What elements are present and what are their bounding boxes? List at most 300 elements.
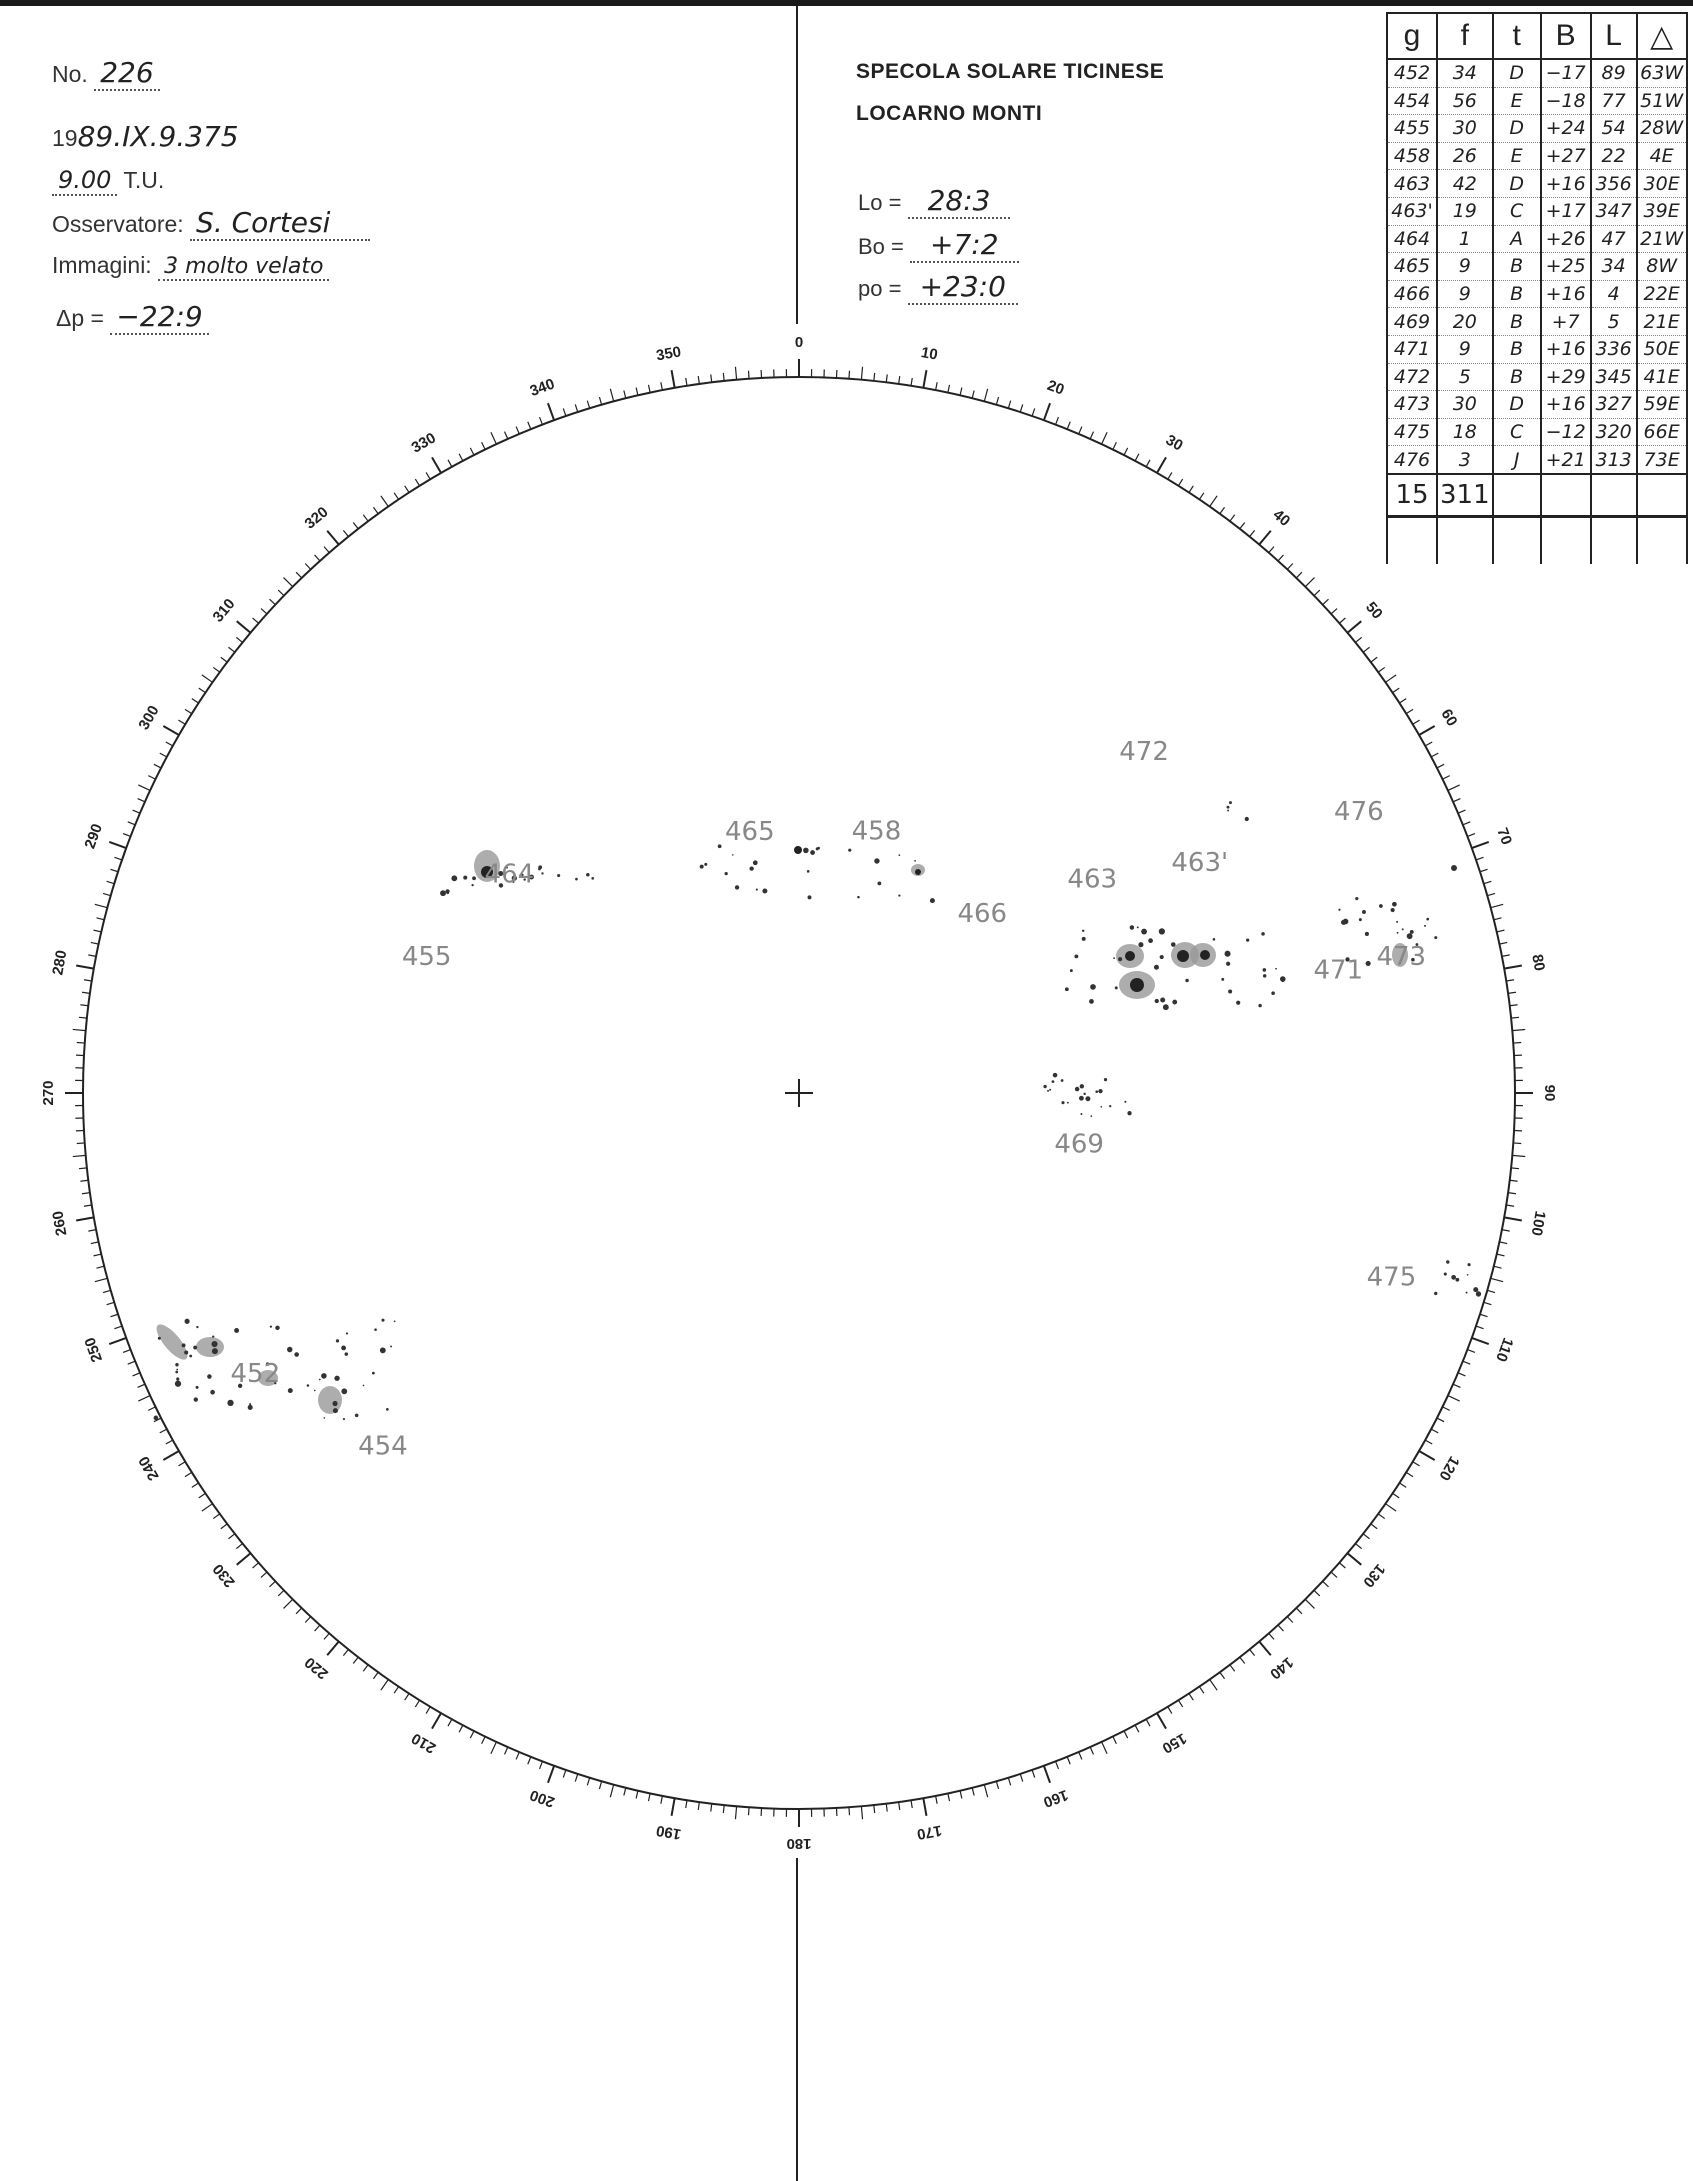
- sunspot: [1080, 1113, 1082, 1115]
- cell-f: 30: [1437, 115, 1493, 143]
- sunspot: [1047, 1090, 1049, 1092]
- scale-tick: [936, 1796, 938, 1804]
- scale-tick: [353, 1657, 358, 1663]
- sunspot: [1061, 1079, 1064, 1082]
- scale-tick: [587, 1778, 589, 1786]
- cell-f: 9: [1437, 280, 1493, 308]
- sunspot: [1052, 1080, 1055, 1083]
- scale-tick: [587, 401, 589, 409]
- scale-tick: [1113, 442, 1117, 449]
- sunspot: [1065, 987, 1069, 991]
- date-prefix: 19: [52, 125, 78, 151]
- sunspot: [332, 1401, 337, 1406]
- scale-label: 150: [1159, 1729, 1190, 1757]
- scale-tick: [253, 618, 259, 623]
- scale-tick: [1510, 1005, 1518, 1006]
- scale-tick: [1487, 893, 1495, 895]
- sunspot: [1451, 865, 1457, 871]
- scale-label: 100: [1527, 1209, 1549, 1238]
- sunspot: [248, 1405, 253, 1410]
- scale-tick: [79, 1017, 87, 1018]
- scale-tick: [1431, 753, 1438, 757]
- sunspot: [1426, 918, 1429, 921]
- scale-tick: [972, 391, 974, 399]
- sunspot: [1130, 978, 1144, 992]
- scale-tick: [748, 371, 749, 379]
- scale-tick: [94, 1254, 102, 1256]
- sunspot: [189, 1355, 192, 1358]
- scale-tick: [1269, 1633, 1274, 1639]
- scale-tick: [936, 382, 938, 390]
- scale-tick: [1240, 522, 1245, 528]
- scale-tick: [82, 992, 90, 993]
- scale-label: 10: [919, 344, 940, 364]
- total-spots: 311: [1437, 474, 1493, 517]
- scale-tick: [1220, 507, 1225, 513]
- cell-L: 347: [1591, 197, 1637, 225]
- sunspot: [394, 1321, 396, 1323]
- sunspot: [1118, 957, 1122, 961]
- sunspot: [735, 885, 739, 889]
- scale-tick: [261, 609, 267, 614]
- sunspot: [1090, 1115, 1092, 1117]
- sunspot: [175, 1381, 181, 1387]
- sunspot: [1261, 932, 1265, 936]
- cell-f: 3: [1437, 446, 1493, 474]
- scale-label: 330: [408, 429, 439, 457]
- sunspot: [1125, 951, 1135, 961]
- scale-tick: [505, 1747, 508, 1754]
- scale-tick: [1287, 1617, 1292, 1623]
- cell-t: B: [1493, 308, 1541, 336]
- cell-B: +7: [1541, 308, 1591, 336]
- B0-value: +7:2: [910, 228, 1019, 263]
- group-label: 475: [1366, 1262, 1417, 1293]
- sunspot: [1082, 930, 1084, 932]
- scale-tick: [686, 1800, 687, 1808]
- scale-label: 320: [301, 503, 332, 533]
- sunspot: [1085, 1096, 1090, 1101]
- cell-g: 454: [1387, 87, 1437, 115]
- sunspot: [1263, 968, 1267, 972]
- cell-L: 5: [1591, 308, 1637, 336]
- cell-B: +16: [1541, 391, 1591, 419]
- scale-tick: [636, 1791, 638, 1799]
- cell-t: A: [1493, 225, 1541, 253]
- sunspot: [1391, 908, 1395, 912]
- scale-tick: [698, 376, 699, 384]
- sunspot: [753, 860, 758, 865]
- sunspot: [1061, 1101, 1064, 1104]
- scale-tick: [1497, 930, 1505, 932]
- sunspot: [446, 891, 449, 894]
- cell-f: 1: [1437, 225, 1493, 253]
- scale-tick: [1250, 530, 1255, 536]
- sunspot: [158, 1337, 161, 1340]
- sunspot: [732, 854, 734, 856]
- scale-tick: [984, 389, 987, 402]
- scale-tick: [624, 391, 626, 399]
- scale-label: 190: [654, 1821, 683, 1843]
- scale-tick: [1331, 1572, 1337, 1577]
- scale-tick: [1067, 1757, 1070, 1764]
- scale-tick: [1504, 1217, 1522, 1220]
- cell-t: C: [1493, 418, 1541, 446]
- scale-tick: [363, 515, 368, 521]
- sunspot: [1180, 951, 1182, 953]
- scale-tick: [228, 1534, 234, 1539]
- sunspot: [1083, 1093, 1085, 1095]
- scale-tick: [237, 621, 251, 633]
- scale-tick: [1513, 1143, 1521, 1144]
- scale-tick: [1278, 555, 1283, 561]
- group-label: 476: [1334, 796, 1384, 827]
- scale-tick: [1463, 822, 1470, 825]
- sunspot: [185, 1319, 190, 1324]
- group-label: 464: [484, 859, 535, 890]
- scale-tick: [394, 493, 398, 500]
- sunspot: [1246, 939, 1249, 942]
- cell-t: D: [1493, 59, 1541, 87]
- sunspot: [1434, 936, 1437, 939]
- scale-tick: [1499, 1242, 1507, 1244]
- sunspot: [381, 1319, 384, 1322]
- scale-tick: [1090, 1747, 1093, 1754]
- scale-tick: [1347, 1553, 1361, 1565]
- sunspot: [848, 849, 851, 852]
- scale-tick: [114, 1326, 122, 1329]
- sunspot: [1476, 1291, 1481, 1296]
- sunspot: [1053, 1073, 1058, 1078]
- scale-tick: [253, 1563, 259, 1568]
- scale-tick: [1008, 401, 1010, 409]
- sunspot: [1467, 1263, 1470, 1266]
- scale-tick: [491, 432, 496, 444]
- sunspot: [1446, 1260, 1449, 1263]
- scale-tick: [1314, 590, 1320, 596]
- scale-tick: [1508, 992, 1516, 993]
- L0-value: 28:3: [908, 184, 1011, 219]
- scale-tick: [1378, 667, 1384, 672]
- sunspot: [1362, 910, 1366, 914]
- cell-g: 463: [1387, 170, 1437, 198]
- cell-g: 476: [1387, 446, 1437, 474]
- scale-tick: [84, 1205, 92, 1206]
- sunspot-penumbra: [318, 1386, 342, 1414]
- scale-tick: [1339, 618, 1345, 623]
- sunspot: [176, 1369, 178, 1371]
- scale-tick: [77, 1042, 85, 1043]
- scale-tick: [1458, 810, 1465, 813]
- scale-tick: [723, 373, 724, 381]
- sunspot: [1275, 968, 1277, 970]
- scale-tick: [1323, 599, 1329, 604]
- scale-tick: [1419, 1451, 1435, 1460]
- scale-tick: [213, 1514, 219, 1519]
- col-header-L: L: [1591, 13, 1637, 59]
- sunspot: [1098, 1089, 1102, 1093]
- sunspot: [355, 1414, 359, 1418]
- sunspot: [1338, 909, 1340, 911]
- scale-tick: [735, 1806, 736, 1819]
- sunspot: [336, 1339, 339, 1342]
- col-header-delta: △: [1637, 13, 1687, 59]
- scale-tick: [1512, 1029, 1525, 1030]
- sunspot: [154, 1416, 159, 1421]
- scale-tick: [110, 869, 118, 871]
- sunspot: [749, 866, 753, 870]
- sunspot: [538, 868, 541, 871]
- scale-tick: [160, 753, 167, 757]
- scale-tick: [948, 1793, 950, 1801]
- cell-delta: 8W: [1637, 253, 1687, 281]
- scale-tick: [1230, 515, 1235, 521]
- scale-tick: [711, 1804, 712, 1812]
- sunspot: [234, 1328, 239, 1333]
- scale-tick: [1467, 1350, 1474, 1353]
- sunspot: [1130, 925, 1134, 929]
- cell-f: 9: [1437, 253, 1493, 281]
- sunspot: [1355, 897, 1358, 900]
- scale-tick: [1487, 1290, 1495, 1292]
- scale-tick: [1502, 955, 1510, 957]
- sunspot: [270, 1326, 272, 1328]
- scale-tick: [185, 709, 192, 713]
- scale-tick: [82, 1193, 90, 1194]
- scale-tick: [459, 1725, 463, 1732]
- scale-tick: [1378, 1514, 1384, 1519]
- cell-L: 47: [1591, 225, 1637, 253]
- scale-label: 260: [49, 1209, 71, 1238]
- scale-tick: [1506, 980, 1514, 981]
- scale-tick: [110, 1314, 118, 1316]
- scale-tick: [166, 742, 173, 746]
- scale-tick: [1210, 1680, 1217, 1691]
- scale-tick: [1480, 869, 1488, 871]
- cell-L: 320: [1591, 418, 1637, 446]
- scale-tick: [874, 1805, 875, 1813]
- sunspot: [1095, 1090, 1098, 1093]
- sunspot-groups: [152, 801, 1481, 1420]
- scale-tick: [261, 1572, 267, 1577]
- scale-tick: [1476, 1326, 1484, 1329]
- scale-tick: [1491, 904, 1504, 907]
- sunspot: [1444, 1272, 1447, 1275]
- scale-tick: [426, 472, 430, 479]
- sunspot: [374, 1328, 377, 1331]
- cell-B: +16: [1541, 170, 1591, 198]
- scale-tick: [1056, 1761, 1059, 1768]
- scale-tick: [1399, 699, 1406, 703]
- scale-tick: [648, 385, 650, 393]
- sunspot: [1366, 961, 1371, 966]
- scale-tick: [672, 370, 675, 388]
- cell-B: +16: [1541, 280, 1591, 308]
- scale-tick: [1146, 1719, 1150, 1726]
- sunspot: [1402, 928, 1404, 930]
- sunspot: [343, 1418, 345, 1420]
- sunspot: [324, 1417, 326, 1419]
- scale-tick: [528, 1757, 531, 1764]
- sunspot: [333, 1408, 338, 1413]
- scale-tick: [284, 578, 293, 587]
- scale-tick: [154, 764, 161, 768]
- scale-tick: [996, 397, 998, 405]
- scale-tick: [381, 1680, 388, 1691]
- sunspot: [1104, 1078, 1107, 1081]
- sunspot: [1473, 1287, 1478, 1292]
- scale-tick: [505, 432, 508, 439]
- scale-tick: [1371, 657, 1377, 662]
- scale-tick: [88, 955, 96, 957]
- sunspot: [1113, 957, 1115, 959]
- scale-tick: [960, 1791, 962, 1799]
- sunspot: [334, 1376, 339, 1381]
- sunspot: [1451, 1275, 1456, 1280]
- scale-tick: [923, 1798, 926, 1816]
- scale-tick: [482, 1737, 486, 1744]
- scale-tick: [1399, 1483, 1406, 1487]
- scale-tick: [107, 1302, 115, 1304]
- cell-delta: 51W: [1637, 87, 1687, 115]
- scale-tick: [1331, 609, 1337, 614]
- scale-tick: [1425, 742, 1432, 746]
- scale-label: 250: [81, 1335, 106, 1365]
- scale-tick: [128, 1361, 135, 1364]
- scale-tick: [1124, 448, 1128, 455]
- scale-tick: [1178, 479, 1182, 486]
- disk-center-cross: [785, 1079, 813, 1107]
- scale-tick: [1102, 1742, 1107, 1754]
- scale-label: 40: [1269, 506, 1294, 530]
- scale-tick: [1502, 1230, 1510, 1232]
- sunspot: [1392, 902, 1397, 907]
- sunspot: [1236, 1001, 1240, 1005]
- scale-tick: [1113, 1737, 1117, 1744]
- scale-tick: [213, 667, 219, 672]
- scale-tick: [95, 1278, 108, 1281]
- sunspot: [212, 1335, 214, 1337]
- sunspot: [1213, 938, 1216, 941]
- total-groups: 15: [1387, 474, 1437, 517]
- cell-t: D: [1493, 115, 1541, 143]
- scale-tick: [1494, 918, 1502, 920]
- scale-tick: [1443, 1407, 1450, 1411]
- sunspot: [914, 860, 916, 862]
- cell-delta: 50E: [1637, 335, 1687, 363]
- scale-tick: [163, 1451, 179, 1460]
- observer-label: Osservatore:: [52, 211, 184, 237]
- P0-label: po =: [858, 276, 902, 301]
- scale-tick: [432, 1713, 441, 1729]
- sunspot: [346, 1332, 348, 1334]
- sunspot: [1365, 932, 1369, 936]
- sunspot: [816, 847, 819, 850]
- scale-label: 300: [135, 702, 163, 733]
- scale-tick: [1314, 1590, 1320, 1596]
- sunspot: [472, 876, 476, 880]
- scale-tick: [133, 810, 140, 813]
- scale-tick: [236, 1544, 242, 1549]
- sunspot: [1282, 980, 1284, 982]
- scale-tick: [138, 785, 150, 790]
- sunspot: [380, 1347, 386, 1353]
- sunspot: [1154, 965, 1159, 970]
- cell-delta: 22E: [1637, 280, 1687, 308]
- sunspot: [1160, 955, 1164, 959]
- scale-tick: [1510, 1180, 1518, 1181]
- scale-tick: [363, 1665, 368, 1671]
- scale-tick: [874, 373, 875, 381]
- sunspot: [275, 1326, 279, 1330]
- cell-L: 327: [1591, 391, 1637, 419]
- sunspot: [386, 1408, 389, 1411]
- scale-tick: [324, 547, 329, 553]
- scale-tick: [698, 1802, 699, 1810]
- cell-B: +24: [1541, 115, 1591, 143]
- sunspot: [794, 846, 802, 854]
- scale-tick: [76, 966, 94, 969]
- sunspot: [196, 1326, 198, 1328]
- sunspot: [451, 875, 457, 881]
- cell-t: B: [1493, 253, 1541, 281]
- sunspot: [807, 870, 810, 873]
- cell-f: 9: [1437, 335, 1493, 363]
- scale-tick: [1453, 1384, 1460, 1387]
- scale-label: 30: [1162, 431, 1186, 455]
- scale-tick: [1476, 857, 1484, 860]
- sunspot: [1434, 1292, 1437, 1295]
- scale-tick: [80, 1005, 88, 1006]
- group-label: 472: [1119, 736, 1169, 767]
- scale-tick: [1135, 1725, 1139, 1732]
- scale-label: 120: [1435, 1453, 1463, 1484]
- sunspot: [288, 1388, 293, 1393]
- time-unit: T.U.: [123, 167, 165, 193]
- scale-label: 180: [786, 1835, 812, 1853]
- sunspot: [1455, 1278, 1459, 1282]
- scale-tick: [563, 1770, 566, 1778]
- scale-label: 50: [1362, 598, 1386, 623]
- scale-label: 280: [49, 948, 71, 977]
- scale-tick: [343, 1649, 348, 1655]
- sunspot: [1075, 1087, 1080, 1092]
- cell-g: 466: [1387, 280, 1437, 308]
- scale-tick: [1463, 1361, 1470, 1364]
- sunspot: [1172, 1000, 1177, 1005]
- scale-tick: [1168, 472, 1172, 479]
- scale-tick: [160, 1429, 167, 1433]
- scale-tick: [648, 1793, 650, 1801]
- scale-label: 220: [301, 1653, 332, 1683]
- scale-tick: [1199, 1687, 1203, 1694]
- P0-value: +23:0: [908, 270, 1018, 305]
- sunspot: [1109, 1105, 1111, 1107]
- scale-tick: [76, 1217, 94, 1220]
- scale-tick: [202, 675, 213, 682]
- scale-tick: [1339, 1563, 1345, 1568]
- cell-B: −18: [1541, 87, 1591, 115]
- scale-tick: [77, 1143, 85, 1144]
- group-label: 455: [401, 941, 452, 972]
- delta-p-value: −22:9: [110, 300, 208, 335]
- sunspot: [1101, 1106, 1103, 1108]
- scale-label: 90: [1541, 1084, 1559, 1102]
- sunspot: [1049, 1089, 1051, 1091]
- scale-tick: [1491, 1278, 1504, 1281]
- cell-delta: 39E: [1637, 197, 1687, 225]
- scale-tick: [278, 1590, 284, 1596]
